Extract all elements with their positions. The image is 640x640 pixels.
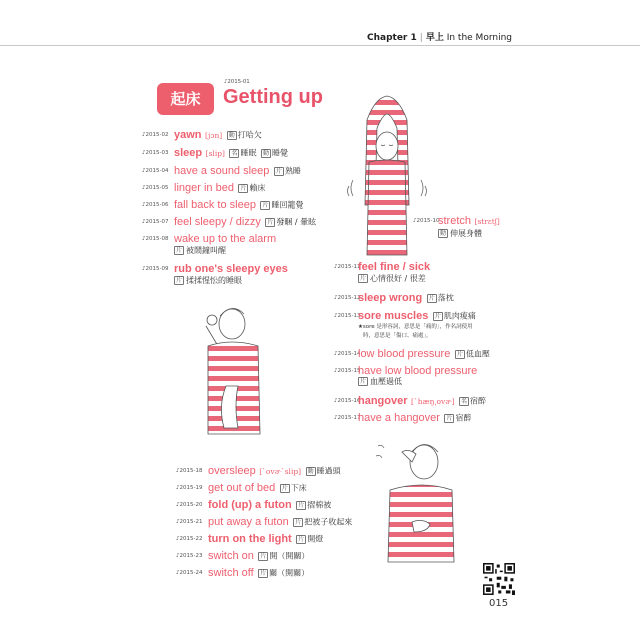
track-id: ♪2015-02 xyxy=(142,131,169,138)
entry-ipa: [slip] xyxy=(205,149,225,158)
entry-put-away-a-futon xyxy=(176,515,352,529)
entry-meaning: 睡回籠覺 xyxy=(271,200,304,210)
chapter-separator: | xyxy=(419,33,423,43)
part-of-speech: 片 xyxy=(434,312,441,320)
entry-term: turn on the light xyxy=(208,533,292,545)
section-title: Getting up xyxy=(223,86,323,108)
part-of-speech: 動 xyxy=(228,131,235,139)
part-of-speech: 片 xyxy=(360,275,367,282)
entry-term: sore muscles xyxy=(358,310,429,322)
note-sore-line1: ★sore 是形容詞，意思是「痛的」，作名詞使用 xyxy=(358,324,473,330)
track-id: ♪2015-08 xyxy=(142,235,169,242)
part-of-speech: 片 xyxy=(456,350,463,358)
note-sore-line2: 時，意思是「傷口、痛處」。 xyxy=(363,333,432,339)
entry-fold-a-futon xyxy=(176,498,331,512)
header-rule xyxy=(0,45,640,46)
entry-low-bp-meaning xyxy=(358,377,402,387)
entry-meaning: 摺棉被 xyxy=(307,500,332,510)
section-track-id: ♪2015-01 xyxy=(224,79,250,85)
part-of-speech: 片 xyxy=(360,378,367,385)
section-badge: 起床 xyxy=(157,83,214,115)
part-of-speech: 片 xyxy=(298,535,305,543)
entry-term: stretch xyxy=(438,215,472,227)
entry-meaning: 睡覺 xyxy=(271,148,288,158)
entry-ipa: [jɔn] xyxy=(205,131,223,140)
track-id: ♪2015-04 xyxy=(142,167,169,174)
entry-meaning: 被鬧鐘叫醒 xyxy=(186,246,227,255)
entry-term: feel fine / sick xyxy=(358,261,431,273)
entry-meaning: 低血壓 xyxy=(465,349,490,359)
part-of-speech: 動 xyxy=(262,149,269,157)
chapter-title-zh: 早上 xyxy=(425,33,444,43)
entry-term: sleep wrong xyxy=(358,292,423,304)
part-of-speech: 片 xyxy=(298,501,305,509)
part-of-speech: 片 xyxy=(240,184,247,192)
entry-term: fall back to sleep xyxy=(174,199,256,211)
entry-hangover xyxy=(334,394,486,408)
entry-ipa: [ˋhæŋ͵ovɚ] xyxy=(411,397,455,406)
track-id: ♪2015-06 xyxy=(142,201,169,208)
entry-meaning: 關（開關） xyxy=(269,568,310,578)
entry-meaning: 發睏 / 暈眩 xyxy=(276,217,317,227)
entry-meaning: 落枕 xyxy=(437,293,454,303)
entry-meaning: 揉揉惺忪的睡眼 xyxy=(186,276,243,285)
entry-term: have a sound sleep xyxy=(174,165,270,177)
entry-meaning: 睡過頭 xyxy=(316,466,341,476)
entry-wake-up-meaning xyxy=(174,246,226,256)
entry-stretch-meaning xyxy=(438,229,482,239)
track-id: ♪2015-10 xyxy=(413,217,440,224)
part-of-speech: 片 xyxy=(295,518,302,526)
track-id: ♪2015-16 xyxy=(334,397,361,404)
track-id: ♪2015-24 xyxy=(176,569,203,576)
chapter-label: Chapter 1 xyxy=(366,33,417,43)
entry-meaning: 宿醉 xyxy=(470,396,487,406)
chapter-header xyxy=(367,30,512,43)
track-id: ♪2015-11 xyxy=(334,263,361,270)
track-id: ♪2015-18 xyxy=(176,467,203,474)
entry-have-a-sound-sleep xyxy=(142,164,301,178)
entry-meaning: 開燈 xyxy=(307,534,324,544)
entry-term: have a hangover xyxy=(358,412,440,424)
track-id: ♪2015-20 xyxy=(176,501,203,508)
part-of-speech: 片 xyxy=(260,569,267,577)
entry-term: switch on xyxy=(208,550,254,562)
page-number: 015 xyxy=(489,598,509,609)
entry-sore-muscles xyxy=(334,309,476,323)
entry-have-low-blood-pressure xyxy=(334,364,477,378)
qr-code[interactable] xyxy=(483,563,515,595)
hangover-person-illustration xyxy=(372,432,462,564)
entry-term: put away a futon xyxy=(208,516,289,528)
entry-term: sleep xyxy=(174,147,203,159)
entry-meaning: 把被子收起來 xyxy=(304,517,353,527)
entry-term: switch off xyxy=(208,567,254,579)
entry-term: yawn xyxy=(174,129,202,141)
entry-term: feel sleepy / dizzy xyxy=(174,216,261,228)
entry-ipa: [ˋovɚˋslip] xyxy=(259,467,302,476)
part-of-speech: 片 xyxy=(267,218,274,226)
entry-oversleep xyxy=(176,464,341,478)
entry-rub-sleepy-eyes xyxy=(142,262,288,276)
track-id: ♪2015-03 xyxy=(142,149,169,156)
track-id: ♪2015-19 xyxy=(176,484,203,491)
part-of-speech: 名 xyxy=(231,149,238,157)
entry-switch-off xyxy=(176,566,309,580)
entry-linger-in-bed xyxy=(142,181,265,195)
part-of-speech: 動 xyxy=(440,230,447,237)
entry-feel-fine xyxy=(334,260,430,274)
stretching-person-illustration xyxy=(345,90,435,260)
entry-wake-up-to-the-alarm xyxy=(142,232,276,246)
entry-meaning: 伸展身體 xyxy=(450,229,483,238)
track-id: ♪2015-14 xyxy=(334,350,361,357)
part-of-speech: 名 xyxy=(461,397,468,405)
entry-meaning: 血壓過低 xyxy=(370,377,403,386)
entry-meaning: 賴床 xyxy=(249,183,266,193)
track-id: ♪2015-12 xyxy=(334,294,361,301)
entry-sleep-wrong xyxy=(334,291,454,305)
track-id: ♪2015-22 xyxy=(176,535,203,542)
entry-term: get out of bed xyxy=(208,482,276,494)
part-of-speech: 片 xyxy=(260,552,267,560)
entry-term: have low blood pressure xyxy=(358,365,478,377)
track-id: ♪2015-15 xyxy=(334,367,361,374)
track-id: ♪2015-07 xyxy=(142,218,169,225)
track-id: ♪2015-17 xyxy=(334,414,361,421)
entry-feel-sleepy xyxy=(142,215,316,229)
entry-term: oversleep xyxy=(208,465,256,477)
part-of-speech: 片 xyxy=(176,247,183,254)
entry-turn-on-the-light xyxy=(176,532,323,546)
entry-fall-back-to-sleep xyxy=(142,198,303,212)
entry-meaning: 宿醉 xyxy=(455,413,472,423)
part-of-speech: 片 xyxy=(446,414,453,422)
track-id: ♪2015-13 xyxy=(334,312,361,319)
entry-term: linger in bed xyxy=(174,182,234,194)
entry-rub-eyes-meaning xyxy=(174,276,242,286)
part-of-speech: 片 xyxy=(281,484,288,492)
entry-meaning: 熟睡 xyxy=(284,166,301,176)
entry-feel-fine-meaning xyxy=(358,274,426,284)
track-id: ♪2015-23 xyxy=(176,552,203,559)
entry-get-out-of-bed xyxy=(176,481,307,495)
entry-sleep xyxy=(142,146,288,160)
entry-term: wake up to the alarm xyxy=(174,233,277,245)
part-of-speech: 動 xyxy=(307,467,314,475)
part-of-speech: 片 xyxy=(275,167,282,175)
chapter-title-en: In the Morning xyxy=(446,33,512,43)
entry-term: rub one's sleepy eyes xyxy=(174,263,288,275)
track-id: ♪2015-21 xyxy=(176,518,203,525)
entry-ipa: [strɛtʃ] xyxy=(474,217,500,226)
entry-meaning: 肌肉痠痛 xyxy=(443,311,476,321)
entry-term: low blood pressure xyxy=(358,348,451,360)
track-id: ♪2015-05 xyxy=(142,184,169,191)
entry-meaning: 打哈欠 xyxy=(237,130,262,140)
rubbing-eyes-person-illustration xyxy=(198,296,270,436)
entry-yawn xyxy=(142,128,262,142)
entry-meaning: 睡眠 xyxy=(240,148,257,158)
entry-term: fold (up) a futon xyxy=(208,499,292,511)
entry-meaning: 心情很好 / 很差 xyxy=(370,274,426,283)
part-of-speech: 片 xyxy=(428,294,435,302)
part-of-speech: 片 xyxy=(176,277,183,284)
entry-have-a-hangover xyxy=(334,411,471,425)
entry-meaning: 開（開關） xyxy=(269,551,310,561)
entry-low-blood-pressure xyxy=(334,347,490,361)
entry-term: hangover xyxy=(358,395,408,407)
entry-switch-on xyxy=(176,549,309,563)
track-id: ♪2015-09 xyxy=(142,265,169,272)
entry-meaning: 下床 xyxy=(290,483,307,493)
part-of-speech: 片 xyxy=(262,201,269,209)
